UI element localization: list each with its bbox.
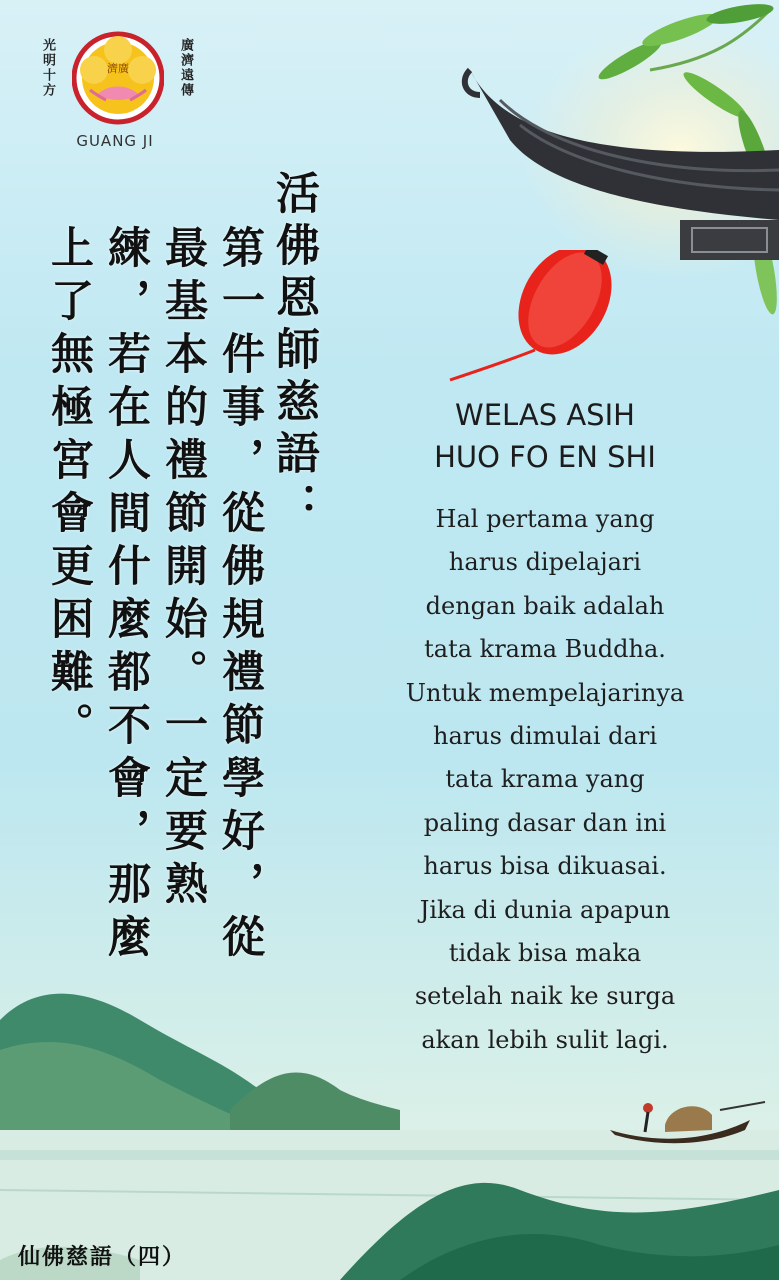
logo-right-caption: 廣濟遠傳 [178, 38, 193, 98]
indonesian-body-line: Jika di dunia apapun [419, 895, 671, 924]
indonesian-body-line: tata krama yang [445, 765, 645, 794]
indonesian-body-line: tidak bisa maka [448, 939, 642, 968]
indonesian-body-line: Hal pertama yang [435, 505, 655, 533]
logo-left-caption: 光明十方 [40, 38, 55, 98]
indonesian-body-line: harus dipelajari [448, 548, 642, 577]
indonesian-body-line: tata krama Buddha. [424, 635, 666, 664]
indonesian-body-line: setelah naik ke surga [414, 982, 676, 1011]
lotus-emblem-icon [72, 28, 164, 128]
indonesian-title-line: HUO FO EN SHI [434, 440, 656, 474]
indonesian-title [380, 394, 710, 478]
guang-ji-logo [30, 28, 200, 158]
indonesian-body-line: akan lebih sulit lagi. [421, 1025, 669, 1054]
indonesian-body-line: Untuk mempelajarinya [405, 678, 685, 707]
indonesian-body-line: dengan baik adalah [425, 591, 665, 620]
logo-name: GUANG JI [76, 132, 154, 150]
indonesian-body-line: harus bisa dikuasai. [423, 852, 667, 881]
chinese-title: 活佛恩師慈語： [268, 170, 319, 534]
pagoda-roof-icon [430, 40, 779, 270]
emblem-text: 濟廣 [107, 62, 129, 75]
boat-icon [600, 1090, 770, 1150]
chinese-body: 第一件事，從佛規禮節學好，從最基本的禮節開始。一定要熟練，若在人間什麼都不會，那麼上了無極宮會更困難。 [44, 225, 265, 967]
indonesian-body-line: harus dimulai dari [432, 722, 657, 751]
red-lantern-icon [440, 250, 640, 390]
series-caption: 仙佛慈語（四） [18, 1244, 187, 1270]
indonesian-body-line: paling dasar dan ini [423, 808, 667, 837]
indonesian-title-line: WELAS ASIH [455, 398, 635, 432]
indonesian-body [370, 498, 720, 1062]
